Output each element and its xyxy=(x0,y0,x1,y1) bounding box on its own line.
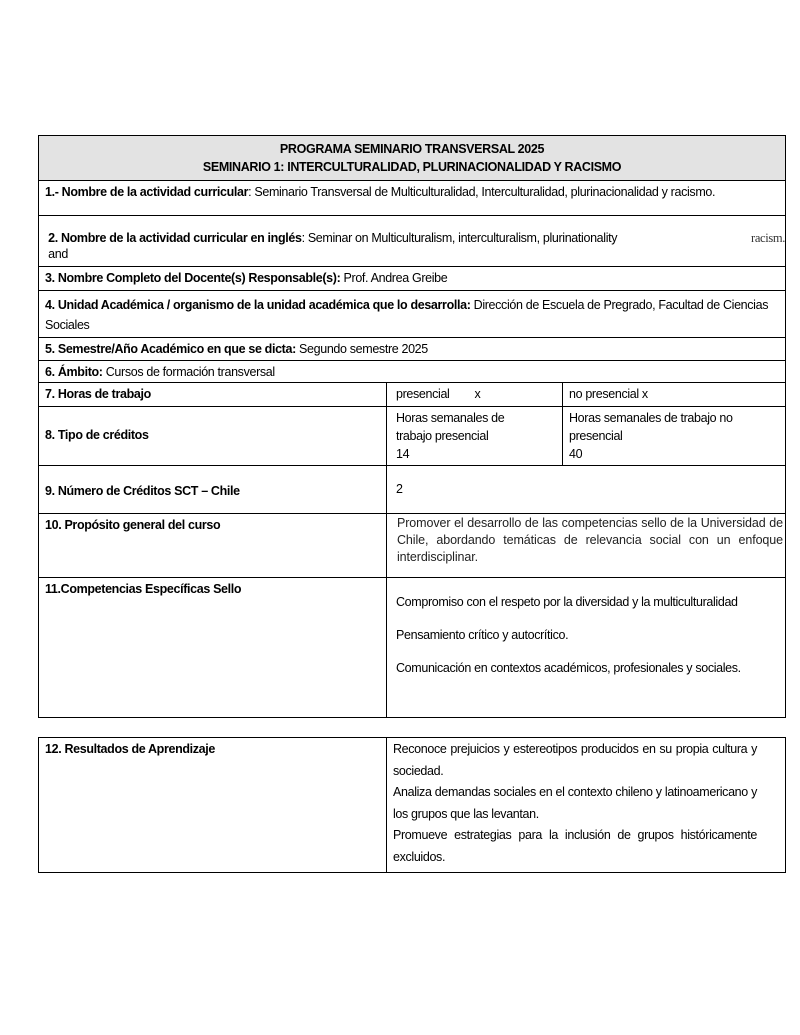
row-learning-outcomes-label xyxy=(38,737,387,873)
row-purpose-label xyxy=(38,513,387,578)
row-activity-name xyxy=(38,180,786,216)
text-line: presencial xyxy=(569,429,623,443)
field-label: 9. Número de Créditos SCT – Chile xyxy=(45,484,240,498)
competency-item: Comunicación en contextos académicos, profesionales y sociales. xyxy=(396,661,741,675)
text-line: Horas semanales de trabajo no xyxy=(569,411,733,425)
competency-item: Compromiso con el respeto por la diversidad y la multiculturalidad xyxy=(396,595,738,609)
row-academic-unit xyxy=(38,290,786,338)
row-hours-label xyxy=(38,382,387,407)
row-semester xyxy=(38,337,786,361)
field-label: 1.- Nombre de la actividad curricular xyxy=(45,185,249,199)
field-value: Dirección de Escuela de Pregrado, Facultad de Ciencias Sociales xyxy=(45,298,769,332)
hours-presencial: presencial x xyxy=(386,382,563,407)
field-label: 6. Ámbito: xyxy=(45,365,103,379)
row-competencies-label xyxy=(38,577,387,718)
no-presencial-hours-value: 40 xyxy=(569,447,583,461)
field-value: : Seminario Transversal de Multiculturalidad, Interculturalidad, plurinacionalidad y racismo. xyxy=(248,185,716,199)
field-label: 8. Tipo de créditos xyxy=(45,428,149,442)
table-header xyxy=(38,135,786,181)
competencies-list xyxy=(386,577,786,718)
sct-credits-value: 2 xyxy=(386,465,786,514)
field-label: 11.Competencias Específicas Sello xyxy=(45,582,242,596)
seminar-title: SEMINARIO 1: INTERCULTURALIDAD, PLURINACIONALIDAD Y RACISMO xyxy=(202,160,622,174)
field-label: 7. Horas de trabajo xyxy=(45,387,151,401)
field-label: 3. Nombre Completo del Docente(s) Responsable(s): xyxy=(45,271,341,285)
row-activity-name-english xyxy=(38,215,786,267)
presencial-hours-value: 14 xyxy=(396,447,410,461)
field-value: Prof. Andrea Greibe xyxy=(340,271,448,285)
text-line: Horas semanales de xyxy=(396,411,505,425)
learning-outcome-item: Reconoce prejuicios y estereotipos producidos en su propia cultura y sociedad. xyxy=(393,742,757,778)
field-value-end: racism. xyxy=(751,231,785,245)
credit-no-presencial xyxy=(562,406,786,466)
field-value: Segundo semestre 2025 xyxy=(295,342,428,356)
row-scope xyxy=(38,360,786,383)
field-label: 12. Resultados de Aprendizaje xyxy=(45,742,215,756)
credit-presencial xyxy=(386,406,563,466)
field-value: Cursos de formación transversal xyxy=(102,365,275,379)
row-credit-type-label xyxy=(38,406,387,466)
learning-outcome-item: Promueve estrategias para la inclusión de grupos históricamente excluidos. xyxy=(393,828,757,864)
field-label: 5. Semestre/Año Académico en que se dicta: xyxy=(45,342,296,356)
field-label: 4. Unidad Académica / organismo de la unidad académica que lo desarrolla: xyxy=(45,298,471,312)
field-label: 10. Propósito general del curso xyxy=(45,518,221,532)
learning-outcomes-list xyxy=(386,737,786,873)
text-line: trabajo presencial xyxy=(396,429,489,443)
row-sct-label xyxy=(38,465,387,514)
row-teacher xyxy=(38,266,786,291)
program-title: PROGRAMA SEMINARIO TRANSVERSAL 2025 xyxy=(279,142,545,156)
competency-item: Pensamiento crítico y autocrítico. xyxy=(396,628,569,642)
field-value-wrap: and xyxy=(48,247,68,261)
learning-outcome-item: Analiza demandas sociales en el contexto chileno y latinoamericano y los grupos que las levantan. xyxy=(393,785,757,821)
field-value: : Seminar on Multiculturalism, interculturalism, plurinationality xyxy=(301,231,618,245)
purpose-value: Promover el desarrollo de las competencias sello de la Universidad de Chile, abordando temáticas de relevancia social con un enfoque interdisciplinar. xyxy=(386,513,786,578)
hours-no-presencial: no presencial x xyxy=(562,382,786,407)
field-label: 2. Nombre de la actividad curricular en inglés xyxy=(48,231,302,245)
